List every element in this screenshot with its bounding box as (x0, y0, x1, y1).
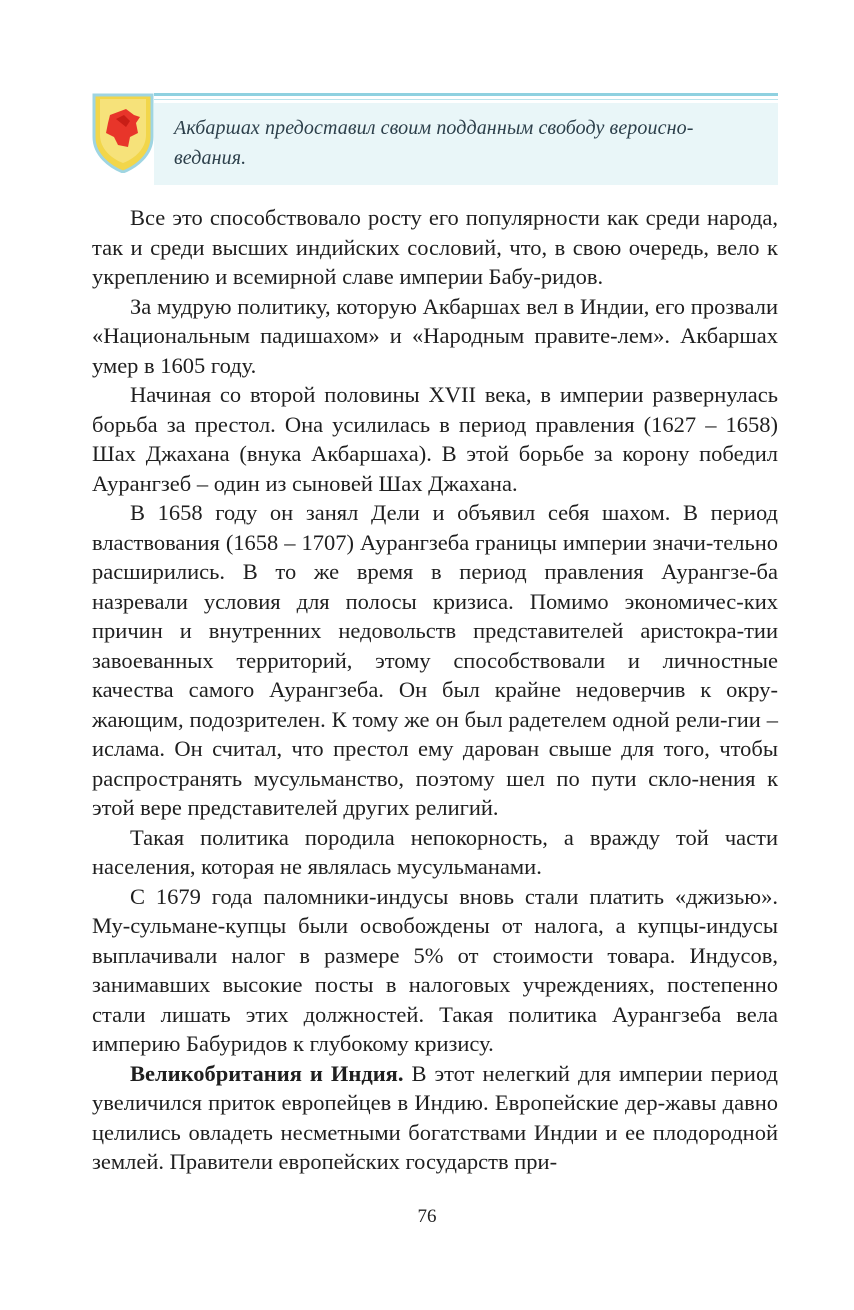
note-top-rule (154, 93, 778, 96)
paragraph-text: Такая политика породила непокорность, а вражду той части населения, которая не являлась мусульманами. (92, 824, 778, 879)
paragraph-2 (92, 292, 778, 381)
paragraph-3 (92, 380, 778, 498)
paragraph-4 (92, 498, 778, 823)
paragraph-text: С 1679 года паломники-индусы вновь стали платить «джизью». Му-сульмане-купцы были освобождены от налога, а купцы-индусы выплачивали налог в размере 5% от стоимости товара. Индусов, занимавших высокие посты в налоговых учреждениях, постепенно стали лишать этих должностей. Такая политика Аурангзеба вела империю Бабуридов к глубокому кризису. (92, 883, 778, 1056)
paragraph-text: Начиная со второй половины XVII века, в империи развернулась борьба за престол. Она усилилась в период правления (1627 – 1658) Шах Джахана (внука Акбаршаха). В этой борьбе за корону победил Аурангзеб – один из сыновей Шах Джахана. (92, 382, 778, 496)
section-heading: Великобритания и Индия. (130, 1060, 404, 1086)
page-number: 76 (417, 1206, 437, 1227)
paragraph-1 (92, 203, 778, 292)
main-text (92, 203, 778, 1177)
paragraph-6 (92, 882, 778, 1059)
paragraph-text: Все это способствовало росту его популярности как среди народа, так и среди высших индийских сословий, что, в свою очередь, вело к укреплению и всемирной славе империи Бабу-ридов. (92, 205, 778, 289)
paragraph-text: В 1658 году он занял Дели и объявил себя шахом. В период властвования (1658 – 1707) Аурангзеба границы империи значи-тельно расширились. В то же время в период правления Аурангзе-ба назревали условия для полосы кризиса. Помимо экономичес-ких причин и внутренних недовольств представителей аристокра-тии завоеванных территорий, этому способствовали и личностные качества самого Аурангзеба. Он был крайне недоверчив к окру-жающим, подозрителен. К тому же он был радетелем одной рели-гии – ислама. Он считал, что престол ему дарован свыше для того, чтобы распространять мусульманство, поэтому шел по пути скло-нения к этой вере представителей других религий. (92, 500, 778, 820)
paragraph-text: В этот нелегкий для империи период увеличился приток европейцев в Индию. Европейские дер-жавы давно целились овладеть несметными богатствами Индии и ее плодородной землей. Правители европейских государств при- (92, 1060, 778, 1174)
paragraph-7 (92, 1059, 778, 1177)
note-text: Акбаршах предоставил своим подданным свободу вероисно-ведания. (174, 117, 694, 169)
paragraph-text: За мудрую политику, которую Акбаршах вел в Индии, его прозвали «Национальным падишахом» и «Народным правите-лем». Акбаршах умер в 1605 году. (92, 293, 778, 378)
red-marker-shield-icon (92, 93, 154, 173)
paragraph-5 (92, 823, 778, 882)
info-note (92, 93, 778, 185)
note-top-rule-thin (154, 99, 778, 100)
